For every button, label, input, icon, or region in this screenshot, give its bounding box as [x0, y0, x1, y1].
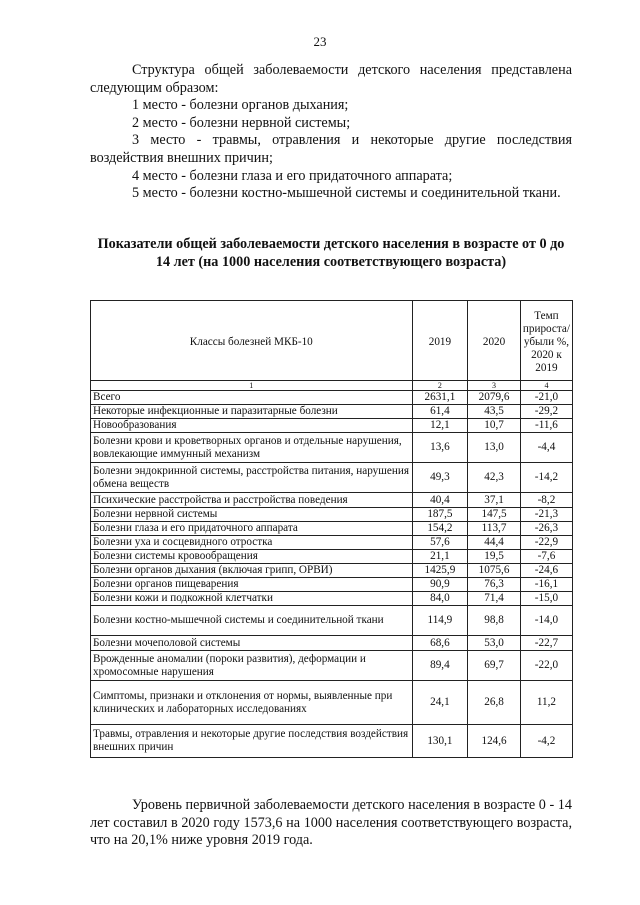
header-disease-class: Классы болезней МКБ-10	[91, 301, 413, 381]
table-row	[91, 578, 573, 592]
value-2020-cell: 43,5	[468, 405, 521, 419]
value-2019-cell: 154,2	[412, 522, 468, 536]
table-row	[91, 508, 573, 522]
disease-class-cell: Болезни нервной системы	[91, 508, 413, 522]
intro-lead: Структура общей заболеваемости детского населения представлена следующим образом:	[90, 62, 572, 96]
disease-class-cell: Болезни уха и сосцевидного отростка	[91, 536, 413, 550]
header-growth-rate: Темп прироста/ убыли %, 2020 к 2019	[520, 301, 572, 381]
value-2020-cell: 37,1	[468, 493, 521, 508]
disease-class-cell: Болезни органов дыхания (включая грипп, ОРВИ)	[91, 564, 413, 578]
growth-rate-cell: -14,0	[520, 606, 572, 636]
disease-class-cell: Травмы, отравления и некоторые другие последствия воздействия внешних причин	[91, 725, 413, 758]
growth-rate-cell: -4,4	[520, 433, 572, 463]
rank-item-5: 5 место - болезни костно-мышечной системы и соединительной ткани.	[132, 185, 561, 202]
value-2019-cell: 61,4	[412, 405, 468, 419]
growth-rate-cell: -29,2	[520, 405, 572, 419]
growth-rate-cell: -14,2	[520, 463, 572, 493]
growth-rate-cell: -8,2	[520, 493, 572, 508]
header-2019: 2019	[412, 301, 468, 381]
rank-item-4: 4 место - болезни глаза и его придаточного аппарата;	[132, 167, 453, 184]
table-row	[91, 564, 573, 578]
morbidity-table	[90, 300, 573, 758]
table-row	[91, 725, 573, 758]
disease-class-cell: Болезни кожи и подкожной клетчатки	[91, 592, 413, 606]
table-header-row	[91, 301, 573, 381]
growth-rate-cell: -22,9	[520, 536, 572, 550]
value-2020-cell: 13,0	[468, 433, 521, 463]
value-2019-cell: 89,4	[412, 651, 468, 681]
value-2019-cell: 2631,1	[412, 391, 468, 405]
outro-paragraph: Уровень первичной заболеваемости детского населения в возрасте 0 - 14 лет составил в 2020 году 1573,6 на 1000 населения соответствующего возраста, что на 20,1% ниже уровня 2019 года.	[90, 797, 572, 849]
value-2020-cell: 113,7	[468, 522, 521, 536]
table-row	[91, 681, 573, 725]
table-row	[91, 463, 573, 493]
table-row	[91, 522, 573, 536]
table-row	[91, 592, 573, 606]
value-2019-cell: 57,6	[412, 536, 468, 550]
disease-class-cell: Болезни глаза и его придаточного аппарата	[91, 522, 413, 536]
value-2020-cell: 147,5	[468, 508, 521, 522]
value-2019-cell: 90,9	[412, 578, 468, 592]
value-2019-cell: 187,5	[412, 508, 468, 522]
value-2020-cell: 69,7	[468, 651, 521, 681]
growth-rate-cell: -15,0	[520, 592, 572, 606]
growth-rate-cell: -21,0	[520, 391, 572, 405]
value-2020-cell: 2079,6	[468, 391, 521, 405]
index-cell: 3	[468, 381, 521, 391]
table-row	[91, 493, 573, 508]
value-2020-cell: 42,3	[468, 463, 521, 493]
table-row	[91, 419, 573, 433]
value-2020-cell: 71,4	[468, 592, 521, 606]
table-row	[91, 536, 573, 550]
growth-rate-cell: -22,7	[520, 636, 572, 651]
disease-class-cell: Болезни мочеполовой системы	[91, 636, 413, 651]
growth-rate-cell: -21,3	[520, 508, 572, 522]
disease-class-cell: Психические расстройства и расстройства поведения	[91, 493, 413, 508]
disease-class-cell: Новообразования	[91, 419, 413, 433]
value-2019-cell: 1425,9	[412, 564, 468, 578]
value-2019-cell: 114,9	[412, 606, 468, 636]
table-row	[91, 606, 573, 636]
table-index-row	[91, 381, 573, 391]
page-number: 23	[313, 34, 327, 49]
disease-class-cell: Врожденные аномалии (пороки развития), деформации и хромосомные нарушения	[91, 651, 413, 681]
disease-class-cell: Некоторые инфекционные и паразитарные болезни	[91, 405, 413, 419]
growth-rate-cell: -4,2	[520, 725, 572, 758]
header-2020: 2020	[468, 301, 521, 381]
value-2020-cell: 44,4	[468, 536, 521, 550]
disease-class-cell: Болезни костно-мышечной системы и соединительной ткани	[91, 606, 413, 636]
growth-rate-cell: 11,2	[520, 681, 572, 725]
table-row	[91, 651, 573, 681]
value-2020-cell: 124,6	[468, 725, 521, 758]
table-row	[91, 636, 573, 651]
index-cell: 1	[91, 381, 413, 391]
outro-text	[90, 797, 572, 850]
rank-item-1: 1 место - болезни органов дыхания;	[132, 97, 349, 114]
value-2019-cell: 40,4	[412, 493, 468, 508]
disease-class-cell: Болезни системы кровообращения	[91, 550, 413, 564]
value-2020-cell: 19,5	[468, 550, 521, 564]
index-cell: 4	[520, 381, 572, 391]
value-2020-cell: 76,3	[468, 578, 521, 592]
value-2019-cell: 12,1	[412, 419, 468, 433]
value-2019-cell: 84,0	[412, 592, 468, 606]
value-2019-cell: 68,6	[412, 636, 468, 651]
table-title: Показатели общей заболеваемости детского населения в возрасте от 0 до 14 лет (на 1000 населения соответствующего возраста)	[97, 236, 565, 270]
index-cell: 2	[412, 381, 468, 391]
disease-class-cell: Всего	[91, 391, 413, 405]
value-2019-cell: 130,1	[412, 725, 468, 758]
growth-rate-cell: -16,1	[520, 578, 572, 592]
rank-item-3: 3 место - травмы, отравления и некоторые другие последствия воздействия внешних причин;	[90, 132, 572, 166]
table-row	[91, 391, 573, 405]
growth-rate-cell: -26,3	[520, 522, 572, 536]
table-row	[91, 405, 573, 419]
growth-rate-cell: -22,0	[520, 651, 572, 681]
rank-item-2: 2 место - болезни нервной системы;	[132, 114, 351, 131]
disease-class-cell: Болезни эндокринной системы, расстройства питания, нарушения обмена веществ	[91, 463, 413, 493]
table-row	[91, 550, 573, 564]
value-2020-cell: 98,8	[468, 606, 521, 636]
table-row	[91, 433, 573, 463]
value-2020-cell: 1075,6	[468, 564, 521, 578]
value-2019-cell: 49,3	[412, 463, 468, 493]
disease-class-cell: Симптомы, признаки и отклонения от нормы, выявленные при клинических и лабораторных исследованиях	[91, 681, 413, 725]
value-2020-cell: 10,7	[468, 419, 521, 433]
table-body	[91, 391, 573, 758]
growth-rate-cell: -24,6	[520, 564, 572, 578]
value-2019-cell: 24,1	[412, 681, 468, 725]
growth-rate-cell: -7,6	[520, 550, 572, 564]
growth-rate-cell: -11,6	[520, 419, 572, 433]
value-2019-cell: 21,1	[412, 550, 468, 564]
value-2019-cell: 13,6	[412, 433, 468, 463]
value-2020-cell: 26,8	[468, 681, 521, 725]
intro-text	[90, 62, 572, 203]
value-2020-cell: 53,0	[468, 636, 521, 651]
disease-class-cell: Болезни органов пищеварения	[91, 578, 413, 592]
disease-class-cell: Болезни крови и кроветворных органов и отдельные нарушения, вовлекающие иммунный механизм	[91, 433, 413, 463]
